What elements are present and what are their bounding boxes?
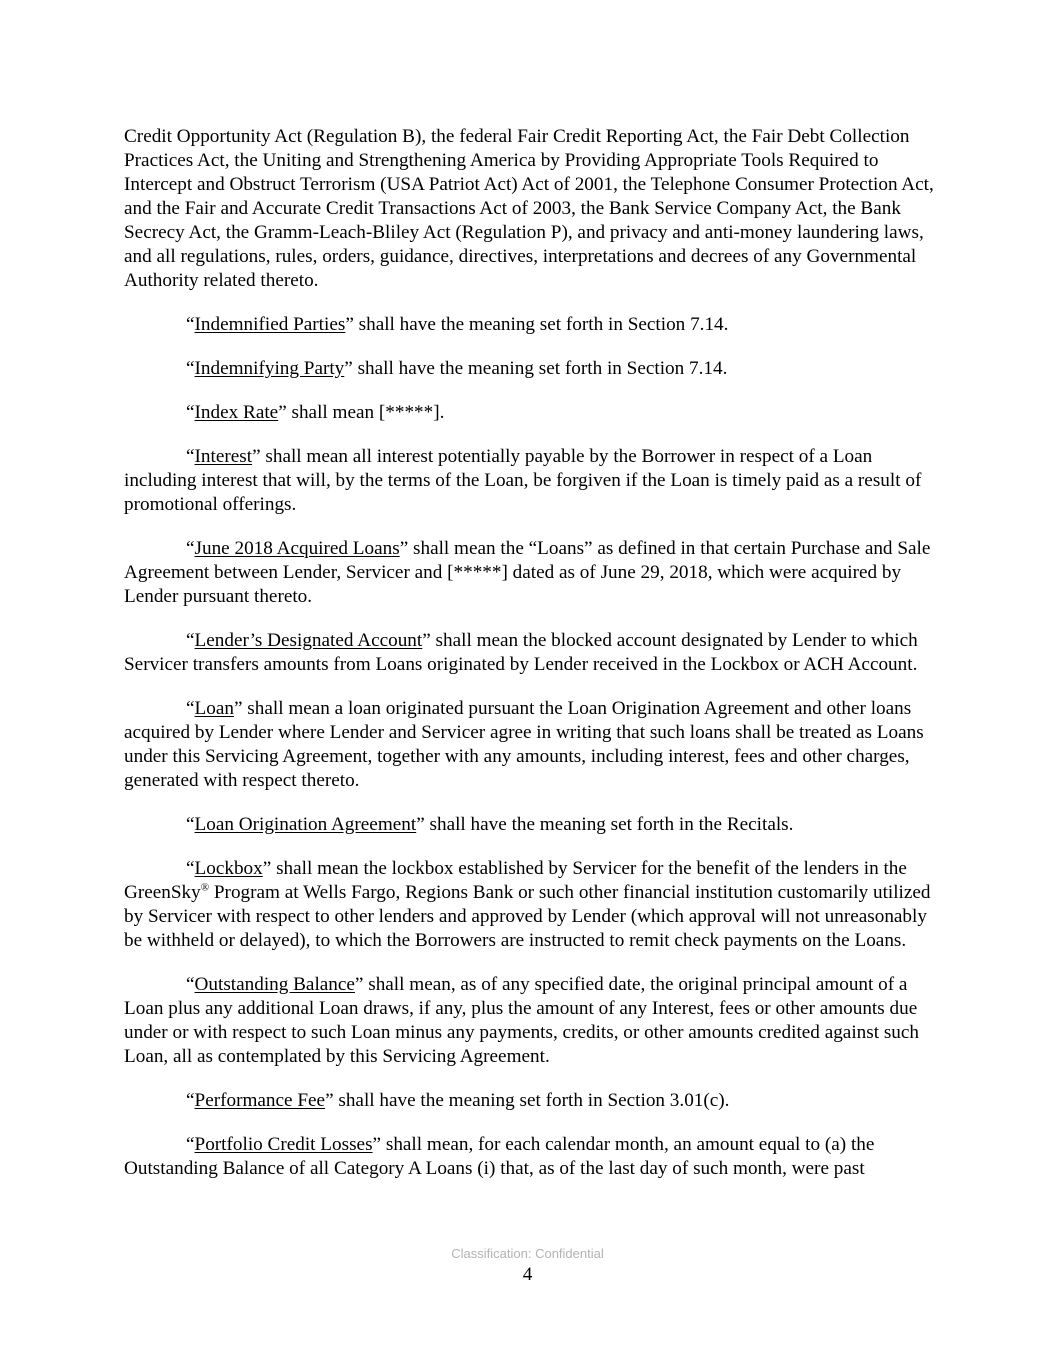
open-quote: “: [186, 974, 195, 995]
defined-term: Indemnified Parties: [194, 314, 346, 335]
defined-term: Loan: [194, 698, 234, 719]
open-quote: “: [186, 402, 195, 423]
definition-text: ” shall mean all interest potentially payable by the Borrower in respect of a Loan including interest that will, by the terms of the Loan, be forgiven if the Loan is timely paid as a result of promotional offerings.: [124, 446, 922, 515]
open-quote: “: [186, 630, 195, 651]
definition-june-2018-acquired-loans: [124, 537, 944, 609]
definition-text: ” shall mean the “Loans” as defined in that certain Purchase and Sale Agreement between Lender, Servicer and [*****] dated as of June 29, 2018, which were acquired by Lender pursuant thereto.: [124, 538, 931, 607]
definition-loan: [124, 697, 944, 793]
definition-text-continued: Program at Wells Fargo, Regions Bank or such other financial institution customarily utilized by Servicer with respect to other lenders and approved by Lender (which approval will not unreasonably be withheld or delayed), to which the Borrowers are instructed to remit check payments on the Loans.: [124, 882, 931, 951]
definition-text: ” shall have the meaning set forth in Section 7.14.: [345, 314, 729, 335]
definition-outstanding-balance: [124, 973, 944, 1069]
definition-indemnifying-party: [124, 357, 944, 381]
registered-mark: ®: [200, 881, 210, 894]
open-quote: “: [186, 538, 195, 559]
defined-term: Outstanding Balance: [194, 974, 355, 995]
defined-term: Indemnifying Party: [194, 358, 345, 379]
open-quote: “: [186, 1134, 195, 1155]
definition-loan-origination-agreement: [124, 813, 944, 837]
definition-interest: [124, 445, 944, 517]
defined-term: June 2018 Acquired Loans: [194, 538, 400, 559]
defined-term: Interest: [194, 446, 253, 467]
defined-term: Performance Fee: [194, 1090, 326, 1111]
definition-indemnified-parties: [124, 313, 944, 337]
definition-portfolio-credit-losses: [124, 1133, 944, 1181]
document-body: [124, 125, 944, 1201]
open-quote: “: [186, 358, 195, 379]
definition-index-rate: [124, 401, 944, 425]
definition-text: ” shall have the meaning set forth in Section 3.01(c).: [325, 1090, 730, 1111]
intro-paragraph: Credit Opportunity Act (Regulation B), the federal Fair Credit Reporting Act, the Fair Debt Collection Practices Act, the Uniting and Strengthening America by Providing Appropriate Tools Required to Intercept and Obstruct Terrorism (USA Patriot Act) Act of 2001, the Telephone Consumer Protection Act, and the Fair and Accurate Credit Transactions Act of 2003, the Bank Service Company Act, the Bank Secrecy Act, the Gramm-Leach-Bliley Act (Regulation P), and privacy and anti-money laundering laws, and all regulations, rules, orders, guidance, directives, interpretations and decrees of any Governmental Authority related thereto.: [124, 126, 934, 291]
defined-term: Lender’s Designated Account: [194, 630, 423, 651]
open-quote: “: [186, 698, 195, 719]
definition-text: ” shall have the meaning set forth in Section 7.14.: [344, 358, 728, 379]
defined-term: Loan Origination Agreement: [194, 814, 417, 835]
open-quote: “: [186, 1090, 195, 1111]
definition-text: ” shall mean [*****].: [278, 402, 445, 423]
defined-term: Index Rate: [194, 402, 279, 423]
open-quote: “: [186, 446, 195, 467]
definition-text: ” shall mean, as of any specified date, the original principal amount of a Loan plus any additional Loan draws, if any, plus the amount of any Interest, fees or other amounts due under or with respect to such Loan minus any payments, credits, or other amounts credited against such Loan, all as contemplated by this Servicing Agreement.: [124, 974, 920, 1067]
definition-text: ” shall mean the blocked account designated by Lender to which Servicer transfers amounts from Loans originated by Lender received in the Lockbox or ACH Account.: [124, 630, 918, 675]
definition-performance-fee: [124, 1089, 944, 1113]
open-quote: “: [186, 858, 195, 879]
defined-term: Lockbox: [194, 858, 263, 879]
definition-text: ” shall mean, for each calendar month, an amount equal to (a) the Outstanding Balance of all Category A Loans (i) that, as of the last day of such month, were past: [124, 1134, 875, 1179]
definition-lockbox: [124, 857, 944, 953]
open-quote: “: [186, 814, 195, 835]
page-number: 4: [522, 1264, 533, 1285]
open-quote: “: [186, 314, 195, 335]
defined-term: Portfolio Credit Losses: [194, 1134, 373, 1155]
definition-text: ” shall mean a loan originated pursuant the Loan Origination Agreement and other loans acquired by Lender where Lender and Servicer agree in writing that such loans shall be treated as Loans under this Servicing Agreement, together with any amounts, including interest, fees and other charges, generated with respect thereto.: [124, 698, 924, 791]
classification-label: Classification: Confidential: [451, 1246, 604, 1261]
definition-text: ” shall have the meaning set forth in the Recitals.: [416, 814, 794, 835]
definition-text: ” shall mean the lockbox established by Servicer for the benefit of the lenders in the GreenSky: [124, 858, 907, 903]
definition-lenders-designated-account: [124, 629, 944, 677]
